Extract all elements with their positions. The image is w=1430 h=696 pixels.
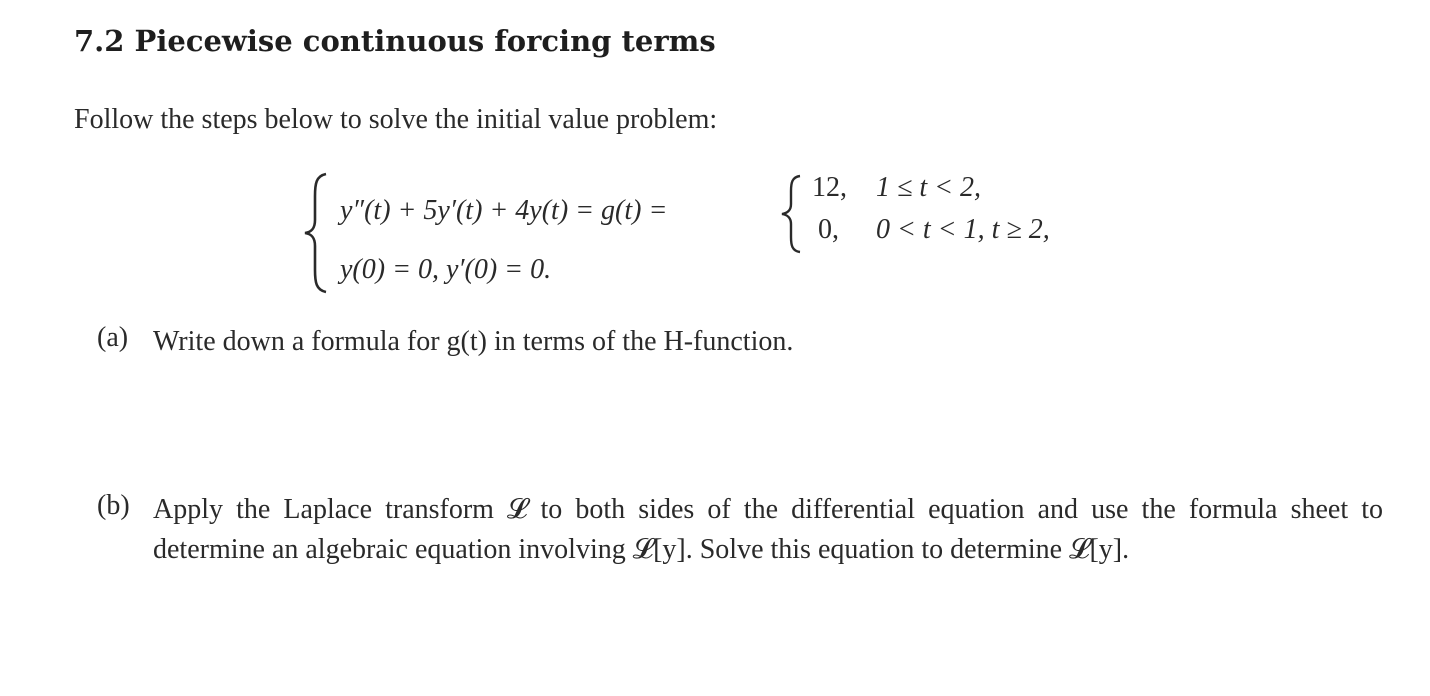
piecewise-brace <box>778 174 806 254</box>
part-a-text: Write down a formula for g(t) in terms of the H-function. <box>153 326 794 357</box>
case-condition-1: 1 ≤ t < 2, <box>876 172 982 203</box>
case-value-2: 0, <box>818 214 839 245</box>
section-heading: 7.2 Piecewise continuous forcing terms <box>74 24 716 58</box>
intro-text: Follow the steps below to solve the initial value problem: <box>74 104 718 135</box>
case-condition-2: 0 < t < 1, t ≥ 2, <box>876 214 1050 245</box>
part-b-text: Apply the Laplace transform 𝓛 to both sides of the differential equation and use the formula sheet to determine an algebraic equation involving 𝓛[y]. Solve this equation to determine 𝓛[y]. <box>153 494 1383 565</box>
system-brace <box>300 172 336 294</box>
part-b-label: (b) <box>97 490 130 521</box>
case-value-1: 12, <box>812 172 847 203</box>
initial-conditions: y(0) = 0, y′(0) = 0. <box>340 254 552 285</box>
part-a-label: (a) <box>97 322 129 353</box>
ode-equation: y″(t) + 5y′(t) + 4y(t) = g(t) = <box>340 195 668 226</box>
